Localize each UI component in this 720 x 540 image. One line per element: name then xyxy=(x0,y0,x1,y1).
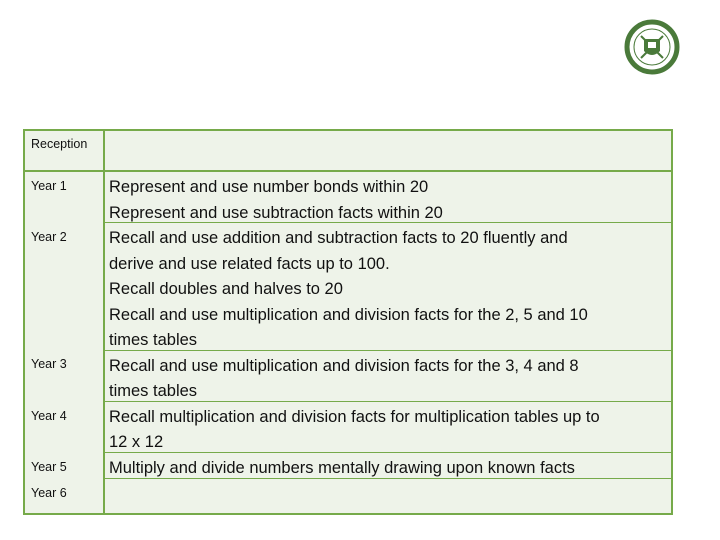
year-column xyxy=(25,131,105,513)
fact-line: Recall and use multiplication and division facts for the 2, 5 and 10 xyxy=(109,305,588,324)
facts-list xyxy=(109,175,671,481)
fact-line: Recall doubles and halves to 20 xyxy=(109,280,343,298)
fact-line: times tables xyxy=(109,331,198,349)
fact-line: Multiply and divide numbers mentally drawing upon known facts xyxy=(109,458,575,477)
facts-table xyxy=(23,129,673,515)
facts-column xyxy=(105,131,671,513)
fact-line: times tables xyxy=(109,382,198,400)
year-label: Year 3 xyxy=(31,357,67,371)
fact-line: 12 x 12 xyxy=(109,433,164,451)
fact-line: Represent and use subtraction facts within 20 xyxy=(109,203,443,222)
reception-label: Reception xyxy=(31,137,88,151)
year-label: Year 6 xyxy=(31,486,67,500)
year-label: Year 2 xyxy=(31,230,67,244)
fact-line: derive and use related facts up to 100. xyxy=(109,254,390,273)
year-label: Year 4 xyxy=(31,409,67,423)
fact-line: Represent and use number bonds within 20 xyxy=(109,178,429,196)
year-label: Year 5 xyxy=(31,460,67,474)
year-label: Year 1 xyxy=(31,179,67,193)
fact-line: Recall multiplication and division facts for multiplication tables up to xyxy=(109,407,600,426)
fact-line: Recall and use addition and subtraction facts to 20 fluently and xyxy=(109,229,568,247)
fact-line: Recall and use multiplication and division facts for the 3, 4 and 8 xyxy=(109,356,579,375)
school-logo xyxy=(624,14,680,80)
